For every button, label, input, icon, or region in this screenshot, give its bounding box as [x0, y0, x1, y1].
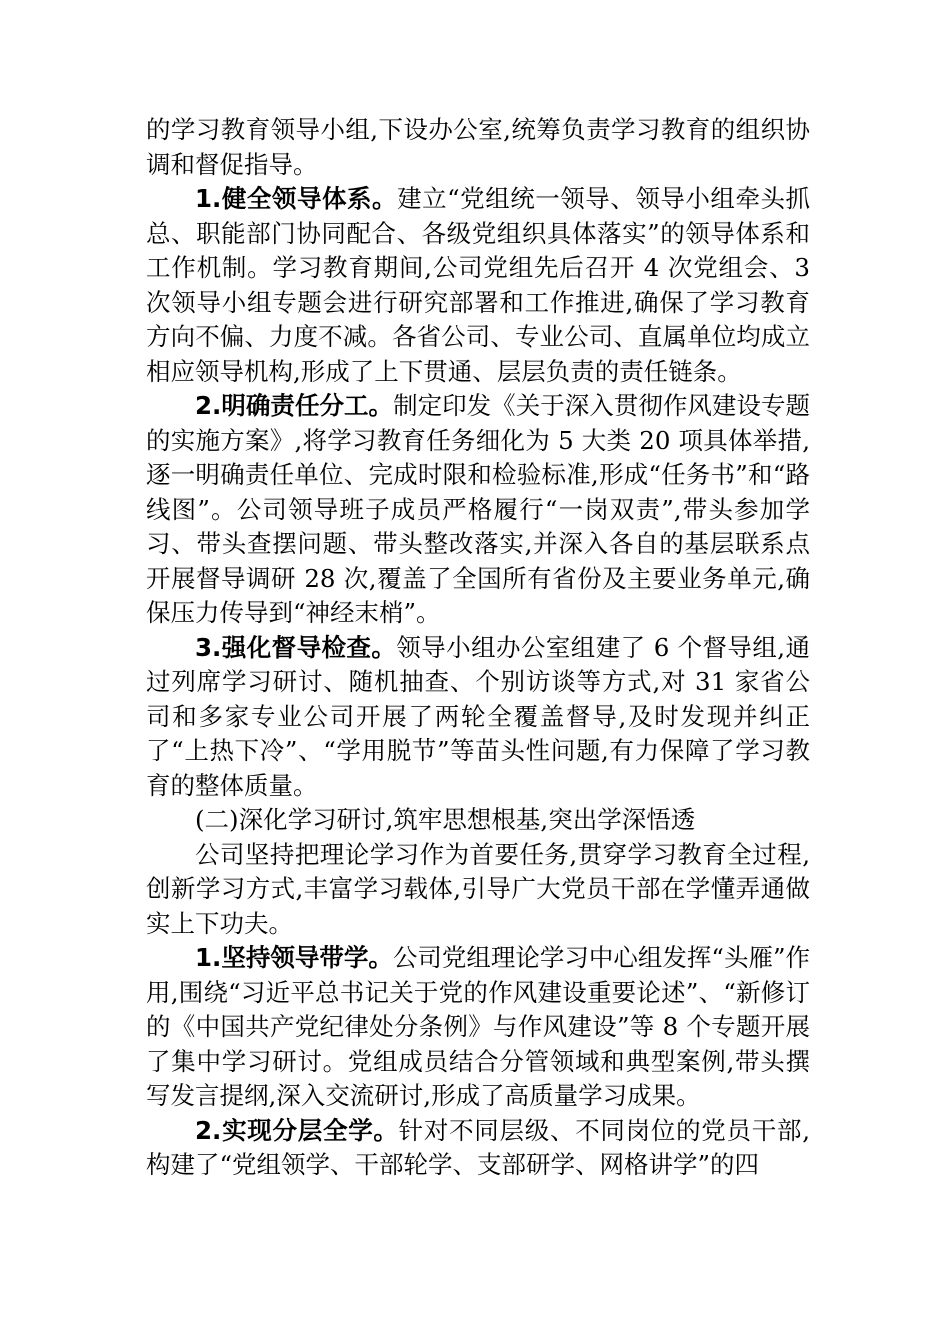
paragraph-7-lead: 1.坚持领导带学。	[195, 943, 393, 972]
paragraph-3-lead: 2.明确责任分工。	[195, 391, 394, 420]
paragraph-6	[146, 838, 810, 942]
paragraph-3	[146, 389, 810, 631]
paragraph-7	[146, 941, 810, 1114]
paragraph-8	[146, 1114, 810, 1183]
paragraph-2	[146, 182, 810, 389]
paragraph-3-text: 制定印发《关于深入贯彻作风建设专题的实施方案》,将学习教育任务细化为 5 大类 20 项具体举措,逐一明确责任单位、完成时限和检验标准,形成“任务书”和“路线图”。公司领导班子成员严格履行“一岗双责”,带头参加学习、带头查摆问题、带头整改落实,并深入各自的基层联系点开展督导调研 28 次,覆盖了全国所有省份及主要业务单元,确保压力传导到“神经末梢”。	[146, 391, 811, 627]
paragraph-7-text: 公司党组理论学习中心组发挥“头雁”作用,围绕“习近平总书记关于党的作风建设重要论述”、“新修订的《中国共产党纪律处分条例》与作风建设”等 8 个专题开展了集中学习研讨。党组成员结合分管领域和典型案例,带头撰写发言提纲,深入交流研讨,形成了高质量学习成果。	[146, 943, 810, 1110]
paragraph-4-lead: 3.强化督导检查。	[195, 632, 397, 662]
document-page	[146, 113, 810, 1183]
paragraph-8-text: 针对不同层级、不同岗位的党员干部,构建了“党组领学、干部轮学、支部研学、网格讲学”的四	[146, 1115, 810, 1179]
paragraph-4-text: 领导小组办公室组建了 6 个督导组,通过列席学习研讨、随机抽查、个别访谈等方式,对 31 家省公司和多家专业公司开展了两轮全覆盖督导,及时发现并纠正了“上热下冷”、“学用脱节”等苗头性问题,有力保障了学习教育的整体质量。	[146, 632, 810, 800]
paragraph-4	[146, 631, 810, 804]
section-heading-2-text: (二)深化学习研讨,筑牢思想根基,突出学深悟透	[195, 805, 696, 834]
paragraph-1-text: 的学习教育领导小组,下设办公室,统筹负责学习教育的组织协调和督促指导。	[146, 115, 810, 179]
paragraph-2-text: 建立“党组统一领导、领导小组牵头抓总、职能部门协同配合、各级党组织具体落实”的领导体系和工作机制。学习教育期间,公司党组先后召开 4 次党组会、3 次领导小组专题会进行研究部署和工作推进,确保了学习教育方向不偏、力度不减。各省公司、专业公司、直属单位均成立相应领导机构,形成了上下贯通、层层负责的责任链条。	[146, 184, 810, 386]
paragraph-8-lead: 2.实现分层全学。	[195, 1115, 399, 1145]
paragraph-1	[146, 113, 810, 182]
paragraph-2-lead: 1.健全领导体系。	[195, 184, 398, 213]
section-heading-2	[146, 803, 810, 838]
paragraph-6-text: 公司坚持把理论学习作为首要任务,贯穿学习教育全过程,创新学习方式,丰富学习载体,引导广大党员干部在学懂弄通做实上下功夫。	[146, 839, 810, 938]
